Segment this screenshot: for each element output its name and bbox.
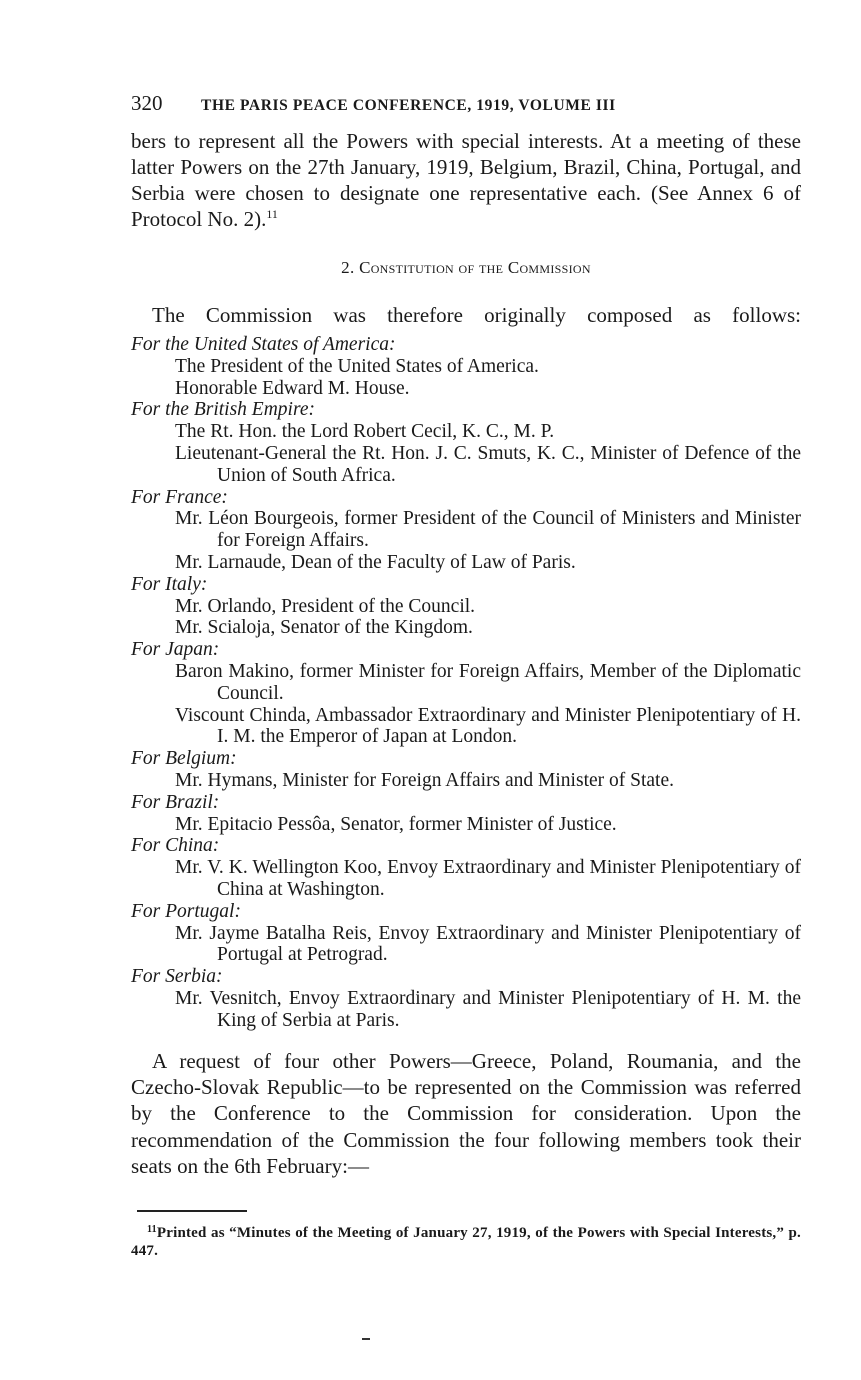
intro-paragraph: The Commission was therefore originally composed as follows:: [152, 303, 801, 327]
footnote-text: Printed as “Minutes of the Meeting of January 27, 1919, of the Powers with Special Interests,” p. 447.: [131, 1224, 801, 1259]
member-entry: Mr. Scialoja, Senator of the Kingdom.: [175, 617, 473, 639]
country-heading: For Brazil:: [131, 791, 220, 813]
section-heading: [131, 256, 801, 280]
country-heading: For the British Empire:: [131, 399, 315, 421]
running-header: [131, 88, 801, 118]
member-entry: Mr. Hymans, Minister for Foreign Affairs and Minister of State.: [175, 769, 674, 791]
section-number: 2.: [341, 258, 355, 277]
country-heading: For Japan:: [131, 639, 220, 661]
closing-paragraph: A request of four other Powers—Greece, Poland, Roumania, and the Czecho-Slovak Republic—to be represented on the Commission was referred by the Conference to the Commission for consideration. Upon the recommendation of the Commission the four following members took their seats on the 6th February:—: [131, 1048, 801, 1179]
footnote-divider: [137, 1210, 247, 1212]
section-title: Constitution of the Commission: [359, 258, 591, 277]
member-entry: Mr. Orlando, President of the Council.: [175, 595, 476, 617]
footnote-reference: 11: [266, 207, 278, 221]
member-entry: The Rt. Hon. the Lord Robert Cecil, K. C., M. P.: [175, 421, 555, 443]
page-mark: [362, 1338, 370, 1340]
running-title: THE PARIS PEACE CONFERENCE, 1919, VOLUME III: [201, 97, 616, 114]
member-entry: Lieutenant-General the Rt. Hon. J. C. Smuts, K. C., Minister of Defence of the Union of South Africa.: [175, 442, 801, 486]
opening-paragraph: [131, 128, 801, 232]
member-entry: The President of the United States of America.: [175, 355, 539, 377]
country-heading: For France:: [131, 486, 228, 508]
country-heading: For Serbia:: [131, 966, 223, 988]
member-entry: Viscount Chinda, Ambassador Extraordinary and Minister Plenipotentiary of H. I. M. the Emperor of Japan at London.: [175, 704, 801, 748]
member-entry: Mr. Jayme Batalha Reis, Envoy Extraordinary and Minister Plenipotentiary of Portugal at Petrograd.: [175, 922, 801, 966]
member-entry: Mr. V. K. Wellington Koo, Envoy Extraordinary and Minister Plenipotentiary of China at Washington.: [175, 857, 801, 900]
country-heading: For Italy:: [131, 573, 208, 595]
member-entry: Mr. Vesnitch, Envoy Extraordinary and Minister Plenipotentiary of H. M. the King of Serbia at Paris.: [175, 987, 801, 1031]
footnote: [131, 1224, 801, 1260]
member-entry: Mr. Epitacio Pessôa, Senator, former Minister of Justice.: [175, 813, 617, 835]
member-entry: Mr. Léon Bourgeois, former President of the Council of Ministers and Minister for Foreign Affairs.: [175, 508, 801, 552]
country-heading: For the United States of America:: [131, 334, 396, 355]
member-entry: Baron Makino, former Minister for Foreign Affairs, Member of the Diplomatic Council.: [175, 660, 801, 704]
member-entry: Honorable Edward M. House.: [175, 377, 410, 399]
member-entry: Mr. Larnaude, Dean of the Faculty of Law of Paris.: [175, 551, 576, 573]
country-heading: For China:: [131, 835, 220, 857]
footnote-marker: 11: [147, 1223, 157, 1235]
country-heading: For Portugal:: [131, 900, 241, 922]
delegation-list: [131, 334, 801, 1032]
country-heading: For Belgium:: [131, 748, 237, 770]
document-page: [131, 88, 801, 1275]
page-number: 320: [131, 91, 163, 115]
opening-paragraph-text: bers to represent all the Powers with special interests. At a meeting of these latter Powers on the 27th January, 1919, Belgium, Brazil, China, Portugal, and Serbia were chosen to designate one representative each. (See Annex 6 of Protocol No. 2).: [131, 129, 801, 231]
